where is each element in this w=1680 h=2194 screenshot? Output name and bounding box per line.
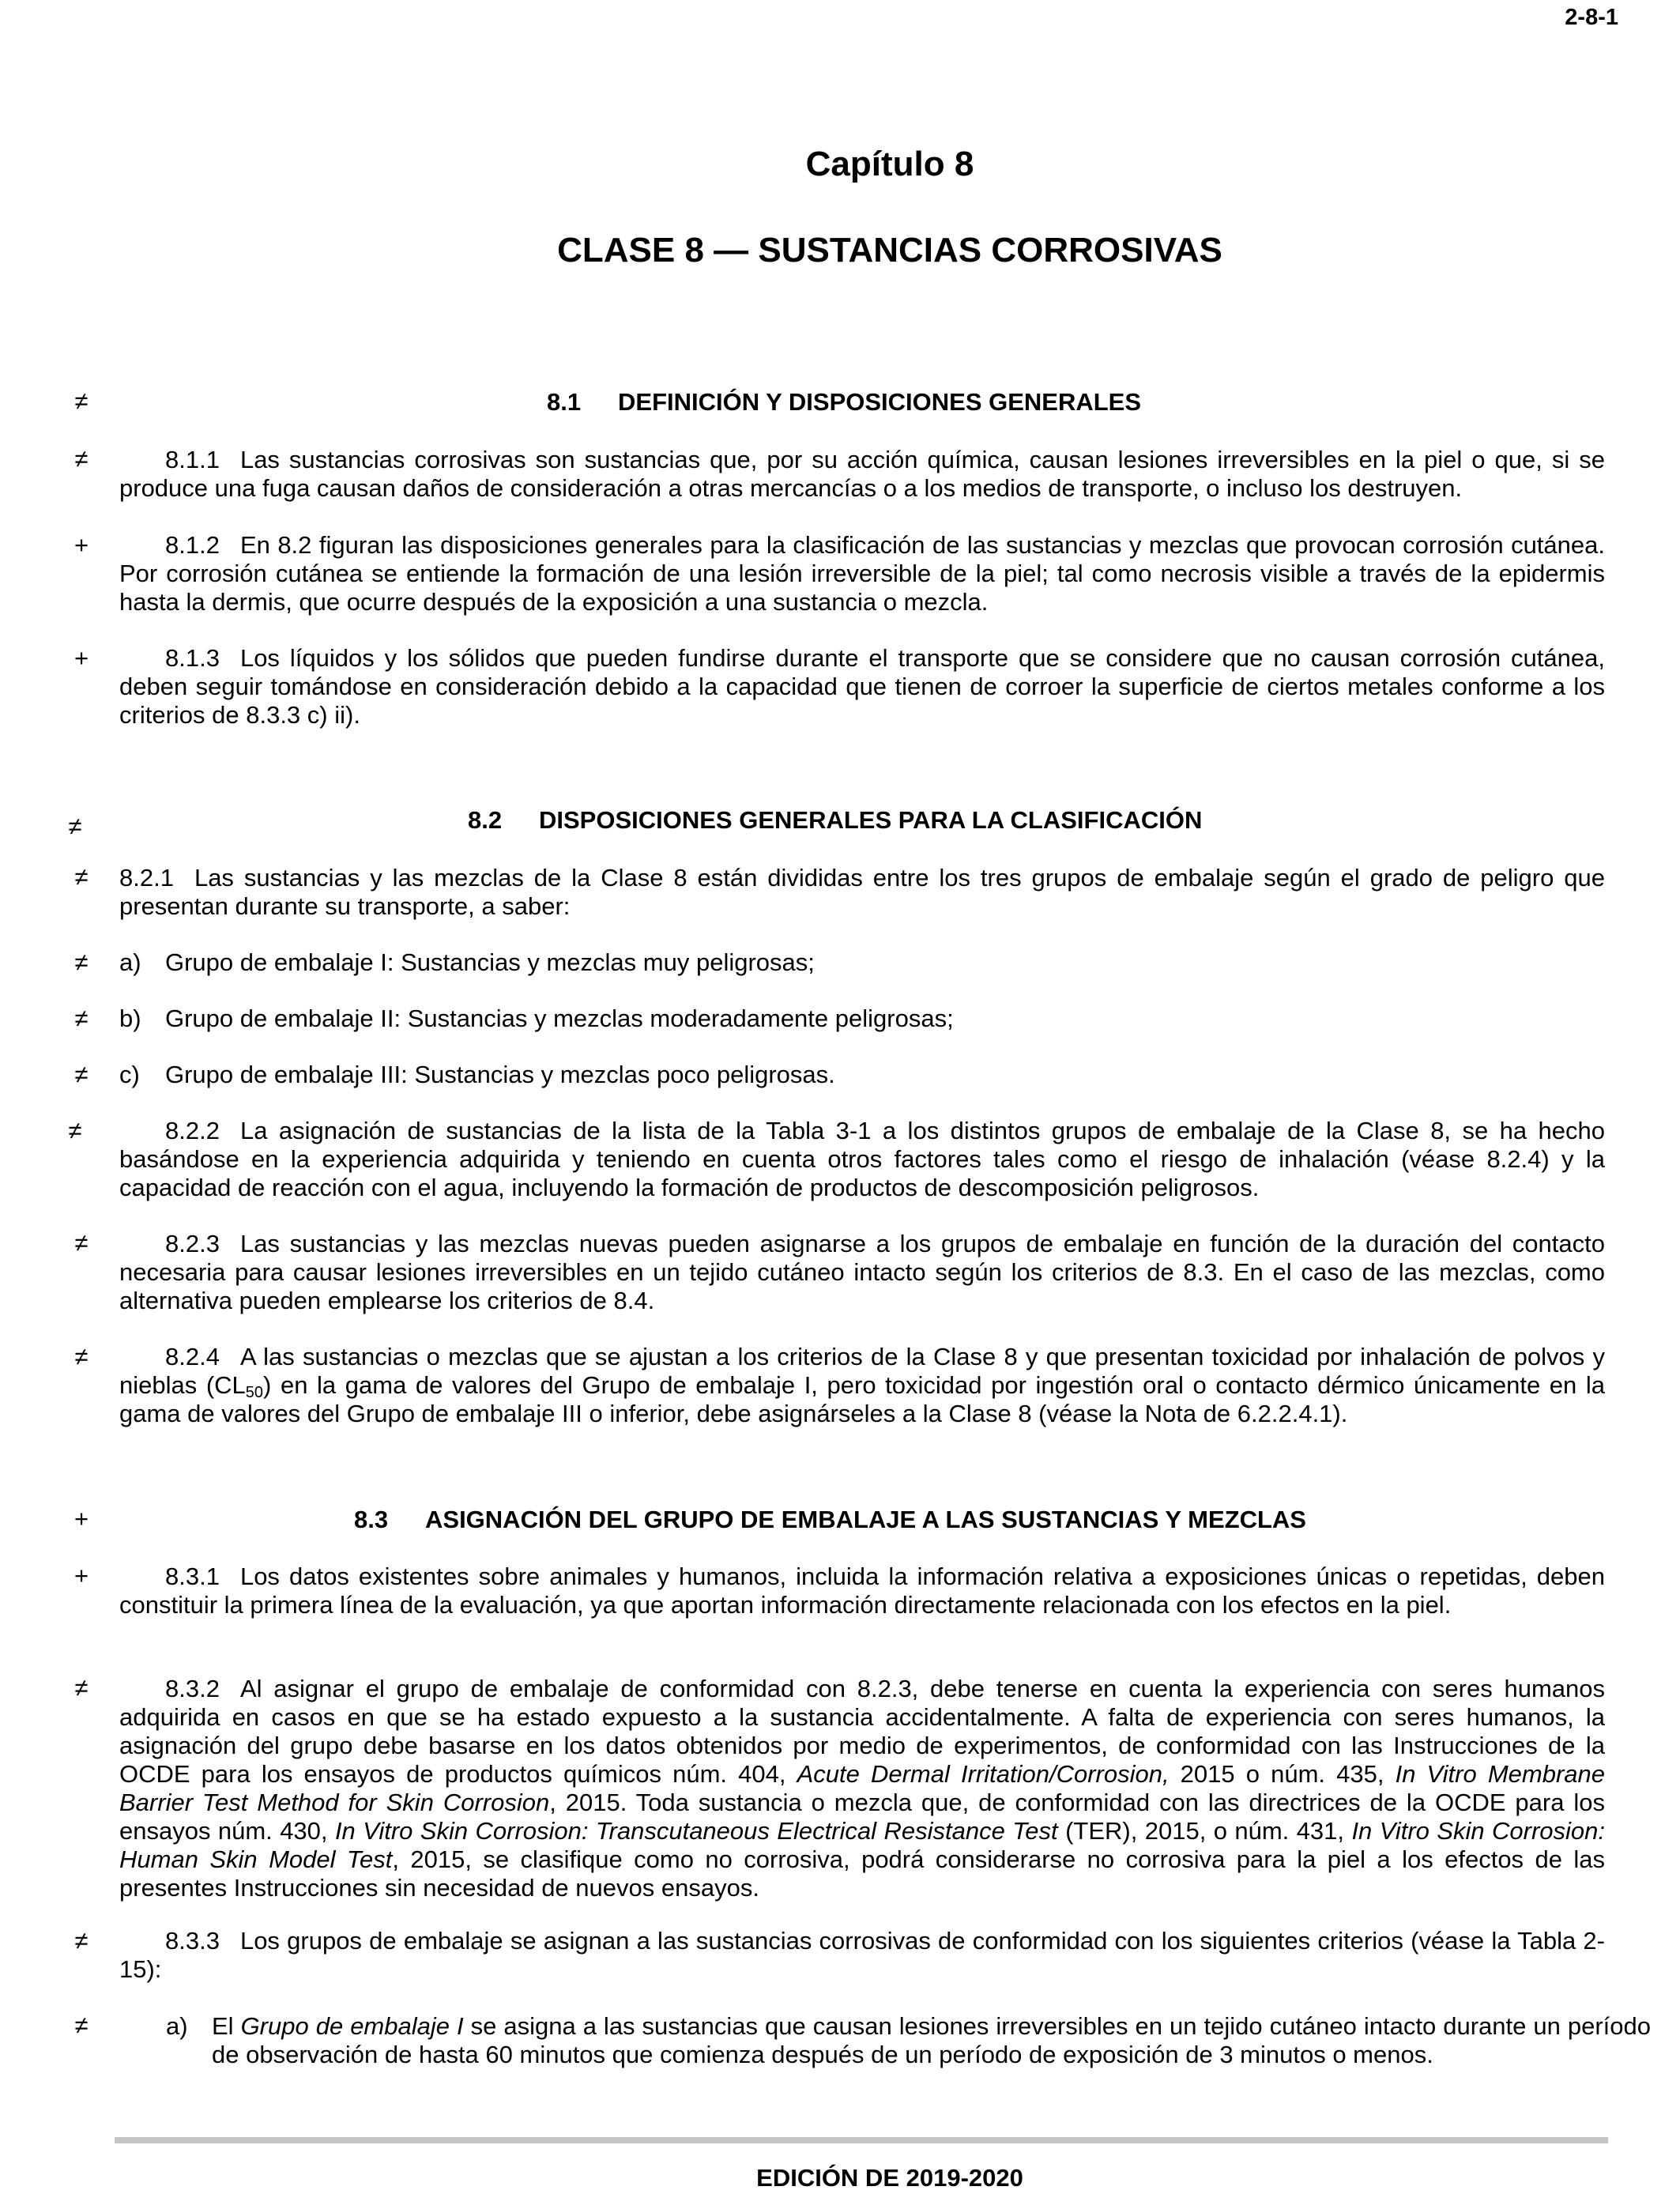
paragraph-8-1-1 — [119, 446, 1605, 503]
paragraph-number: 8.3.2 — [165, 1675, 220, 1702]
class-title: CLASE 8 — SUSTANCIAS CORROSIVAS — [557, 231, 1222, 270]
change-mark: ≠ — [74, 445, 89, 473]
paragraph-text: Los datos existentes sobre animales y humanos, incluida la información relativa a exposiciones únicas o repetidas, deben constituir la primera línea de la evaluación, ya que aportan información directamente relacionada con los efectos en la piel. — [119, 1563, 1605, 1619]
paragraph-text: En 8.2 figuran las disposiciones generales para la clasificación de las sustancias y mezclas que provocan corrosión cutánea. Por corrosión cutánea se entiende la formación de una lesión irreversible de la piel; tal como necrosis visible a través de la epidermis hasta la dermis, que ocurre después de la exposición a una sustancia o mezcla. — [119, 531, 1605, 616]
paragraph-text: Los grupos de embalaje se asignan a las sustancias corrosivas de conformidad con los siguientes criterios (véase la Tabla 2-15): — [119, 1927, 1605, 1983]
change-mark: ≠ — [74, 1005, 89, 1032]
change-mark: ≠ — [68, 1117, 82, 1144]
change-mark: ≠ — [74, 2011, 89, 2039]
paragraph-8-3-3 — [119, 1927, 1605, 1984]
list-label: b) — [119, 1005, 141, 1032]
subscript: 50 — [245, 1384, 264, 1401]
change-mark: ≠ — [68, 812, 82, 840]
paragraph-text: El — [212, 2012, 241, 2040]
italic-ref: In Vitro Skin Corrosion: Transcutaneous Electrical Resistance Test — [334, 1817, 1058, 1845]
paragraph-text: Los líquidos y los sólidos que pueden fundirse durante el transporte que se considere que no causan corrosión cutánea, deben seguir tomándose en consideración debido a la capacidad que tienen de corroer la superficie de ciertos metales conforme a los criterios de 8.3.3 c) ii). — [119, 644, 1605, 729]
paragraph-text: 2015 o núm. 435, — [1169, 1760, 1396, 1788]
list-label: a) — [119, 948, 141, 976]
paragraph-text: Las sustancias y las mezclas nuevas pueden asignarse a los grupos de embalaje en función de la duración del contacto necesaria para causar lesiones irreversibles en un tejido cutáneo intacto según los criterios de 8.3. En el caso de las mezclas, como alternativa pueden emplearse los criterios de 8.4. — [119, 1230, 1605, 1314]
section-number: 8.3 — [354, 1506, 389, 1533]
paragraph-text: se asigna a las sustancias que causan lesiones irreversibles en un tejido cutáneo intacto durante un período de observación de hasta 60 minutos que comienza después de un período de exposición de 3 minutos o menos. — [212, 2012, 1651, 2068]
change-mark: ≠ — [74, 1061, 89, 1088]
paragraph-number: 8.3.3 — [165, 1927, 220, 1955]
change-mark: ≠ — [74, 1229, 89, 1257]
section-title: DISPOSICIONES GENERALES PARA LA CLASIFICACIÓN — [539, 806, 1203, 834]
change-mark: ≠ — [74, 863, 89, 891]
list-text: Grupo de embalaje I: Sustancias y mezclas muy peligrosas; — [165, 948, 815, 976]
paragraph-text: A las sustancias o mezclas que se ajustan a los criterios de la Clase 8 y que presentan toxicidad por inhalación de polvos y nieblas (CL — [119, 1343, 1605, 1399]
paragraph-number: 8.3.1 — [165, 1563, 220, 1590]
section-heading-8-3 — [354, 1506, 1306, 1534]
section-title: DEFINICIÓN Y DISPOSICIONES GENERALES — [618, 388, 1142, 416]
paragraph-8-1-3 — [119, 644, 1605, 729]
italic-term: Grupo de embalaje I — [240, 2012, 464, 2040]
sub-paragraph-a — [166, 2012, 1651, 2069]
paragraph-text: (TER), 2015, o núm. 431, — [1057, 1817, 1352, 1845]
paragraph-text: , 2015. Toda sustancia o mezcla que, de conformidad con las directrices de la OCDE para los ensayos núm. 430, — [119, 1789, 1605, 1845]
paragraph-text-cont: ) en la gama de valores del Grupo de embalaje I, pero toxicidad por ingestión oral o contacto dérmico únicamente en la gama de valores del Grupo de embalaje III o inferior, debe asignárseles a la Clase 8 (véase la Nota de 6.2.2.4.1). — [119, 1371, 1605, 1427]
list-text: Grupo de embalaje III: Sustancias y mezclas poco peligrosas. — [165, 1061, 835, 1088]
chapter-title: Capítulo 8 — [805, 145, 974, 183]
section-heading-8-2 — [468, 806, 1202, 835]
italic-ref: In Vitro Membrane Barrier Test Method for Skin Corrosion — [119, 1760, 1605, 1816]
section-title: ASIGNACIÓN DEL GRUPO DE EMBALAJE A LAS SUSTANCIAS Y MEZCLAS — [425, 1506, 1306, 1533]
paragraph-8-3-2 — [119, 1675, 1605, 1902]
paragraph-text: , 2015, se clasifique como no corrosiva, podrá considerarse no corrosiva para la piel a los efectos de las presentes Instrucciones sin necesidad de nuevos ensayos. — [119, 1845, 1605, 1902]
paragraph-text: Las sustancias corrosivas son sustancias que, por su acción química, causan lesiones irreversibles en la piel o que, si se produce una fuga causan daños de consideración a otras mercancías o a los medios de transporte, o incluso los destruyen. — [119, 446, 1605, 502]
section-number: 8.1 — [547, 388, 582, 416]
change-mark: ≠ — [74, 948, 89, 976]
list-label: a) — [166, 2012, 188, 2040]
paragraph-text: Las sustancias y las mezclas de la Clase 8 están divididas entre los tres grupos de embalaje según el grado de peligro que presentan durante su transporte, a saber: — [119, 864, 1605, 920]
list-text: Grupo de embalaje II: Sustancias y mezclas moderadamente peligrosas; — [165, 1005, 954, 1032]
change-mark: ≠ — [74, 1927, 89, 1955]
list-item-a — [119, 948, 815, 977]
footer-edition: EDICIÓN DE 2019-2020 — [756, 2164, 1023, 2192]
paragraph-number: 8.2.2 — [165, 1117, 220, 1144]
section-heading-8-1 — [547, 388, 1141, 417]
italic-ref: Acute Dermal Irritation/Corrosion, — [797, 1760, 1170, 1788]
page-number: 2-8-1 — [1565, 5, 1618, 30]
paragraph-text: Al asignar el grupo de embalaje de conformidad con 8.2.3, debe tenerse en cuenta la experiencia con seres humanos adquirida en casos en que se ha estado expuesto a la sustancia accidentalmente. A falta de experiencia con seres humanos, la asignación del grupo debe basarse en los datos obtenidos por medio de experimentos, de conformidad con las Instrucciones de la OCDE para los ensayos de productos químicos núm. 404, — [119, 1675, 1605, 1788]
list-item-c — [119, 1061, 835, 1089]
paragraph-number: 8.2.4 — [165, 1343, 220, 1370]
paragraph-number: 8.1.2 — [165, 531, 220, 559]
change-mark: ≠ — [74, 1343, 89, 1370]
paragraph-number: 8.2.3 — [165, 1230, 220, 1257]
change-mark: ≠ — [74, 1674, 89, 1702]
paragraph-text: La asignación de sustancias de la lista de la Tabla 3-1 a los distintos grupos de embalaje de la Clase 8, se ha hecho basándose en la experiencia adquirida y teniendo en cuenta otros factores tales como el riesgo de inhalación (véase 8.2.4) y la capacidad de reacción con el agua, incluyendo la formación de productos de descomposición peligrosos. — [119, 1117, 1605, 1201]
change-mark: + — [73, 644, 89, 672]
change-mark: + — [73, 531, 89, 559]
paragraph-number: 8.2.1 — [119, 864, 174, 892]
list-label: c) — [119, 1061, 140, 1088]
paragraph-8-2-2 — [119, 1117, 1605, 1202]
change-mark: + — [73, 1562, 89, 1589]
paragraph-8-1-2 — [119, 531, 1605, 616]
italic-ref: In Vitro Skin Corrosion: Human Skin Model Test — [119, 1817, 1605, 1873]
section-number: 8.2 — [468, 806, 503, 834]
change-mark: + — [73, 1505, 89, 1532]
footer-rule — [115, 2137, 1608, 2143]
paragraph-8-2-4 — [119, 1343, 1605, 1428]
paragraph-8-2-3 — [119, 1230, 1605, 1315]
paragraph-8-2-1 — [119, 864, 1605, 921]
paragraph-number: 8.1.3 — [165, 644, 220, 672]
list-item-b — [119, 1005, 954, 1033]
change-mark: ≠ — [74, 387, 89, 415]
paragraph-8-3-1 — [119, 1563, 1605, 1619]
paragraph-number: 8.1.1 — [165, 446, 220, 473]
